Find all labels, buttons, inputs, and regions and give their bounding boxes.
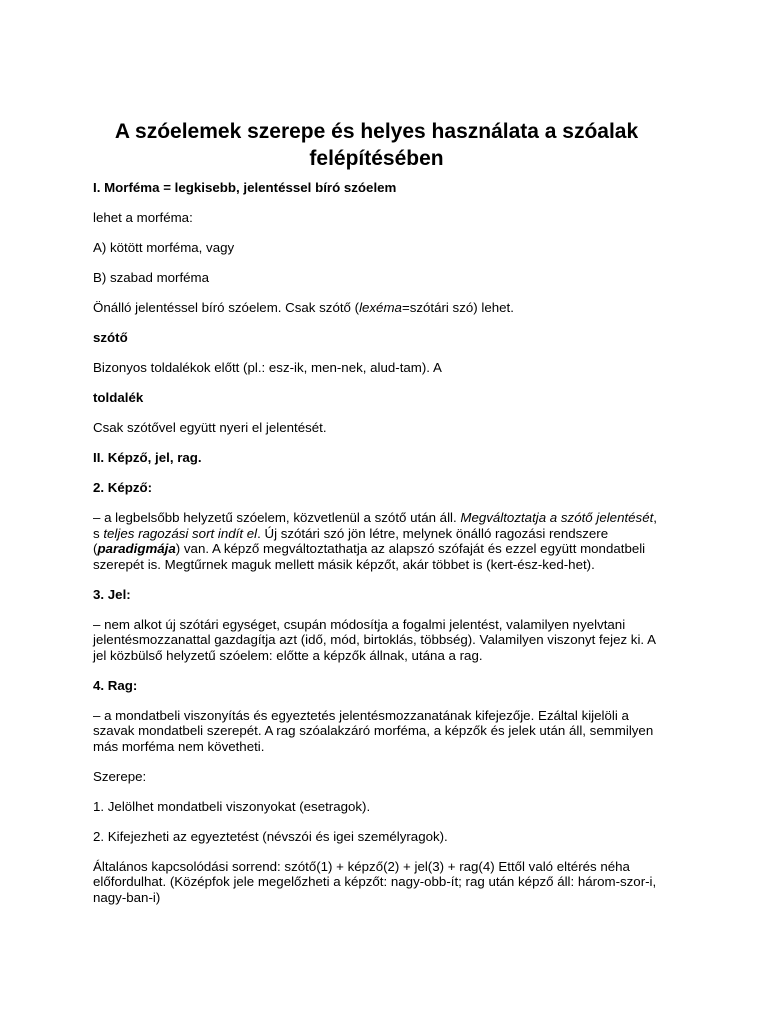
subheading-jel: 3. Jel: <box>93 586 131 602</box>
text-run: ) van. A képző megváltoztathatja az alapszó szófaját és ezzel együtt mondatbeli szerepét is. Megtűrnek maguk mellett másik képzőt, akár többet is (kert-ész-ked-het). <box>93 541 646 572</box>
paragraph-kepzo <box>93 510 660 572</box>
term-heading-toldalek: toldalék <box>93 390 144 405</box>
bold-italic-term: paradigmája <box>97 541 176 556</box>
list-item: 2. Kifejezheti az egyeztetést (névszói és igei személyragok). <box>93 828 448 844</box>
subheading-kepzo: 2. Képző: <box>93 480 153 495</box>
paragraph: Szerepe: <box>93 768 147 784</box>
text-run: Önálló jelentéssel bíró szóelem. Csak szótő ( <box>93 300 360 315</box>
paragraph: A) kötött morféma, vagy <box>93 240 235 255</box>
section-heading-kepzo-jel-rag: II. Képző, jel, rag. <box>93 450 202 465</box>
italic-term: lexéma <box>359 300 402 315</box>
subheading-rag: 4. Rag: <box>93 677 138 693</box>
term-heading-szoto: szótő <box>93 330 128 345</box>
paragraph-order: Általános kapcsolódási sorrend: szótő(1) + képző(2) + jel(3) + rag(4) Ettől való eltérés néha előfordulhat. (Középfok jele megelőzheti a képzőt: nagy-obb-ít; rag után képző áll: három-szor-i, nagy-ban-i) <box>93 858 657 905</box>
document-title: A szóelemek szerepe és helyes használata a szóalak felépítésében <box>114 120 639 170</box>
paragraph: lehet a morféma: <box>93 210 193 225</box>
italic-phrase: teljes ragozási sort indít el <box>103 525 258 541</box>
list-item: 1. Jelölhet mondatbeli viszonyokat (esetragok). <box>93 798 371 814</box>
text-run: =szótári szó) lehet. <box>401 300 514 315</box>
paragraph: Csak szótővel együtt nyeri el jelentését. <box>93 420 327 435</box>
text-run: , s <box>93 510 657 541</box>
paragraph: Bizonyos toldalékok előtt (pl.: esz-ik, men-nek, alud-tam). A <box>93 360 442 375</box>
paragraph-rag: – a mondatbeli viszonyítás és egyeztetés jelentésmozzanatának kifejezője. Ezáltal kijelöli a szavak mondatbeli szerepét. A rag szóalakzáró morféma, a képzők és jelek után áll, semmilyen más morféma nem követheti. <box>93 707 654 754</box>
paragraph-jel: – nem alkot új szótári egységet, csupán módosítja a fogalmi jelentést, valamilyen nyelvtani jelentésmozzanattal gazdagítja azt (idő, mód, birtoklás, többség). Valamilyen viszonyt fejez ki. A jel közbülső helyzetű szóelem: előtte a képzők állnak, utána a rag. <box>93 616 656 663</box>
text-run: – a legbelsőbb helyzetű szóelem, közvetlenül a szótő után áll. <box>93 510 461 525</box>
section-heading-morfema: I. Morféma = legkisebb, jelentéssel bíró szóelem <box>93 180 397 195</box>
paragraph <box>93 300 660 316</box>
text-run: . Új szótári szó jön létre, melynek önálló ragozási rendszere ( <box>93 525 609 556</box>
paragraph: B) szabad morféma <box>93 270 210 285</box>
italic-phrase: Megváltoztatja a szótő jelentését <box>460 510 654 525</box>
